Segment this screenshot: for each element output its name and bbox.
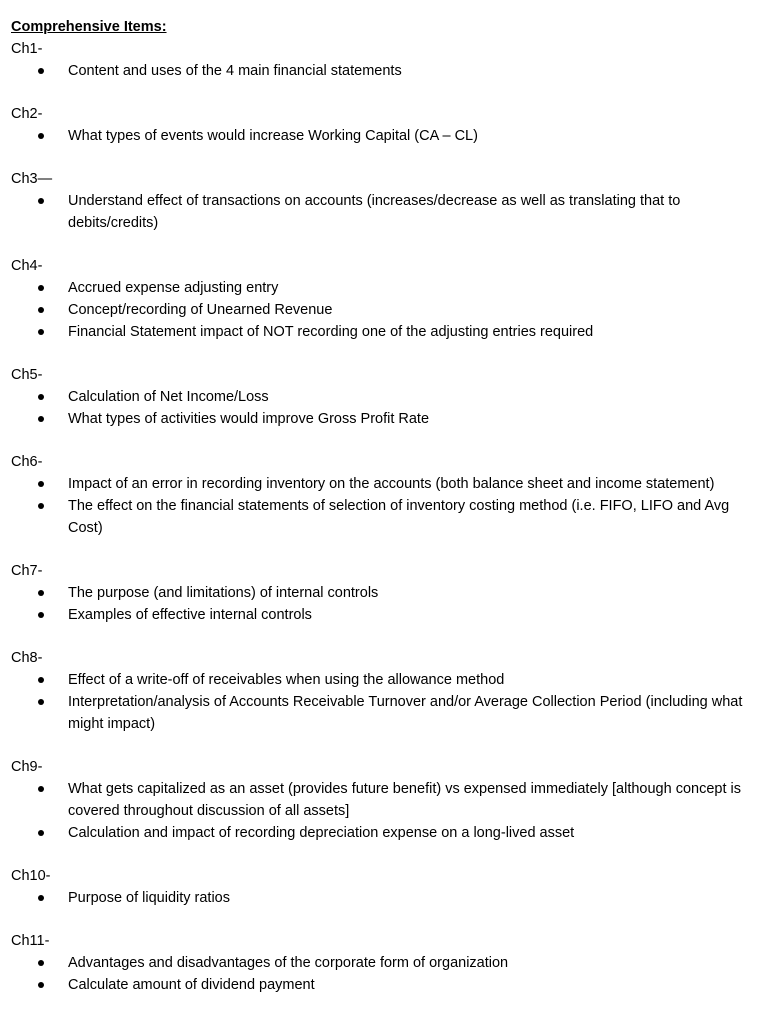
chapter-section [11, 168, 751, 234]
bullet-list [11, 277, 751, 343]
bullet-text: Impact of an error in recording inventory on the accounts (both balance sheet and income statement) [68, 476, 715, 492]
bullet-dot-icon [38, 68, 44, 74]
chapter-label: Ch9- [11, 759, 43, 775]
bullet-dot-icon [38, 982, 44, 988]
bullet-item [11, 778, 751, 822]
bullet-text: Effect of a write-off of receivables when using the allowance method [68, 672, 505, 688]
bullet-list [11, 887, 751, 909]
bullet-item [11, 669, 751, 691]
bullet-text: Advantages and disadvantages of the corporate form of organization [68, 955, 509, 971]
bullet-item [11, 299, 751, 321]
chapter-label: Ch5- [11, 367, 43, 383]
bullet-item [11, 190, 751, 234]
bullet-list [11, 60, 751, 82]
bullet-item [11, 974, 751, 996]
bullet-dot-icon [38, 198, 44, 204]
chapter-label: Ch1- [11, 41, 43, 57]
bullet-dot-icon [38, 786, 44, 792]
bullet-dot-icon [38, 699, 44, 705]
bullet-item [11, 691, 751, 735]
bullet-dot-icon [38, 329, 44, 335]
bullet-item [11, 952, 751, 974]
bullet-text: Purpose of liquidity ratios [68, 890, 230, 906]
chapter-section [11, 451, 751, 539]
bullet-item [11, 321, 751, 343]
chapter-label: Ch7- [11, 563, 43, 579]
bullet-item [11, 582, 751, 604]
bullet-dot-icon [38, 677, 44, 683]
bullet-item [11, 277, 751, 299]
bullet-text: The purpose (and limitations) of internal controls [68, 585, 379, 601]
bullet-dot-icon [38, 481, 44, 487]
bullet-text: Examples of effective internal controls [68, 607, 312, 623]
bullet-list [11, 778, 751, 844]
chapter-section [11, 647, 751, 735]
bullet-text: The effect on the financial statements of selection of inventory costing method (i.e. FIFO, LIFO and Avg Cost) [68, 498, 730, 536]
bullet-text: Concept/recording of Unearned Revenue [68, 302, 333, 318]
bullet-dot-icon [38, 503, 44, 509]
bullet-list [11, 952, 751, 996]
bullet-list [11, 125, 751, 147]
bullet-text: Understand effect of transactions on accounts (increases/decrease as well as translating that to debits/credits) [68, 193, 681, 231]
bullet-text: Interpretation/analysis of Accounts Receivable Turnover and/or Average Collection Period (including what might impact) [68, 694, 743, 732]
chapter-label: Ch2- [11, 106, 43, 122]
bullet-dot-icon [38, 285, 44, 291]
bullet-text: Accrued expense adjusting entry [68, 280, 279, 296]
bullet-item [11, 473, 751, 495]
bullet-dot-icon [38, 133, 44, 139]
bullet-text: What types of events would increase Working Capital (CA – CL) [68, 128, 478, 144]
bullet-item [11, 386, 751, 408]
bullet-item [11, 887, 751, 909]
bullet-text: Content and uses of the 4 main financial statements [68, 63, 402, 79]
chapter-section [11, 560, 751, 626]
bullet-list [11, 473, 751, 539]
bullet-text: Calculate amount of dividend payment [68, 977, 315, 993]
bullet-dot-icon [38, 394, 44, 400]
chapter-section [11, 930, 751, 996]
bullet-dot-icon [38, 960, 44, 966]
bullet-text: What types of activities would improve Gross Profit Rate [68, 411, 430, 427]
document-title: Comprehensive Items: [11, 19, 167, 35]
chapter-label: Ch6- [11, 454, 43, 470]
bullet-item [11, 822, 751, 844]
bullet-dot-icon [38, 895, 44, 901]
bullet-text: Calculation of Net Income/Loss [68, 389, 269, 405]
chapter-section [11, 255, 751, 343]
bullet-item [11, 60, 751, 82]
bullet-item [11, 125, 751, 147]
chapter-list [11, 38, 751, 996]
bullet-dot-icon [38, 590, 44, 596]
bullet-dot-icon [38, 307, 44, 313]
bullet-dot-icon [38, 416, 44, 422]
bullet-text: Calculation and impact of recording depreciation expense on a long-lived asset [68, 825, 575, 841]
chapter-label: Ch3— [11, 171, 53, 187]
chapter-section [11, 38, 751, 82]
chapter-label: Ch4- [11, 258, 43, 274]
bullet-list [11, 669, 751, 735]
bullet-dot-icon [38, 830, 44, 836]
bullet-item [11, 604, 751, 626]
bullet-item [11, 495, 751, 539]
chapter-label: Ch10- [11, 868, 51, 884]
bullet-item [11, 408, 751, 430]
chapter-section [11, 756, 751, 844]
chapter-section [11, 364, 751, 430]
bullet-text: Financial Statement impact of NOT recording one of the adjusting entries required [68, 324, 594, 340]
bullet-dot-icon [38, 612, 44, 618]
bullet-list [11, 582, 751, 626]
bullet-list [11, 386, 751, 430]
chapter-label: Ch11- [11, 933, 50, 949]
chapter-section [11, 865, 751, 909]
chapter-label: Ch8- [11, 650, 43, 666]
bullet-list [11, 190, 751, 234]
chapter-section [11, 103, 751, 147]
bullet-text: What gets capitalized as an asset (provides future benefit) vs expensed immediately [although concept is covered throughout discussion of all assets] [68, 781, 742, 819]
